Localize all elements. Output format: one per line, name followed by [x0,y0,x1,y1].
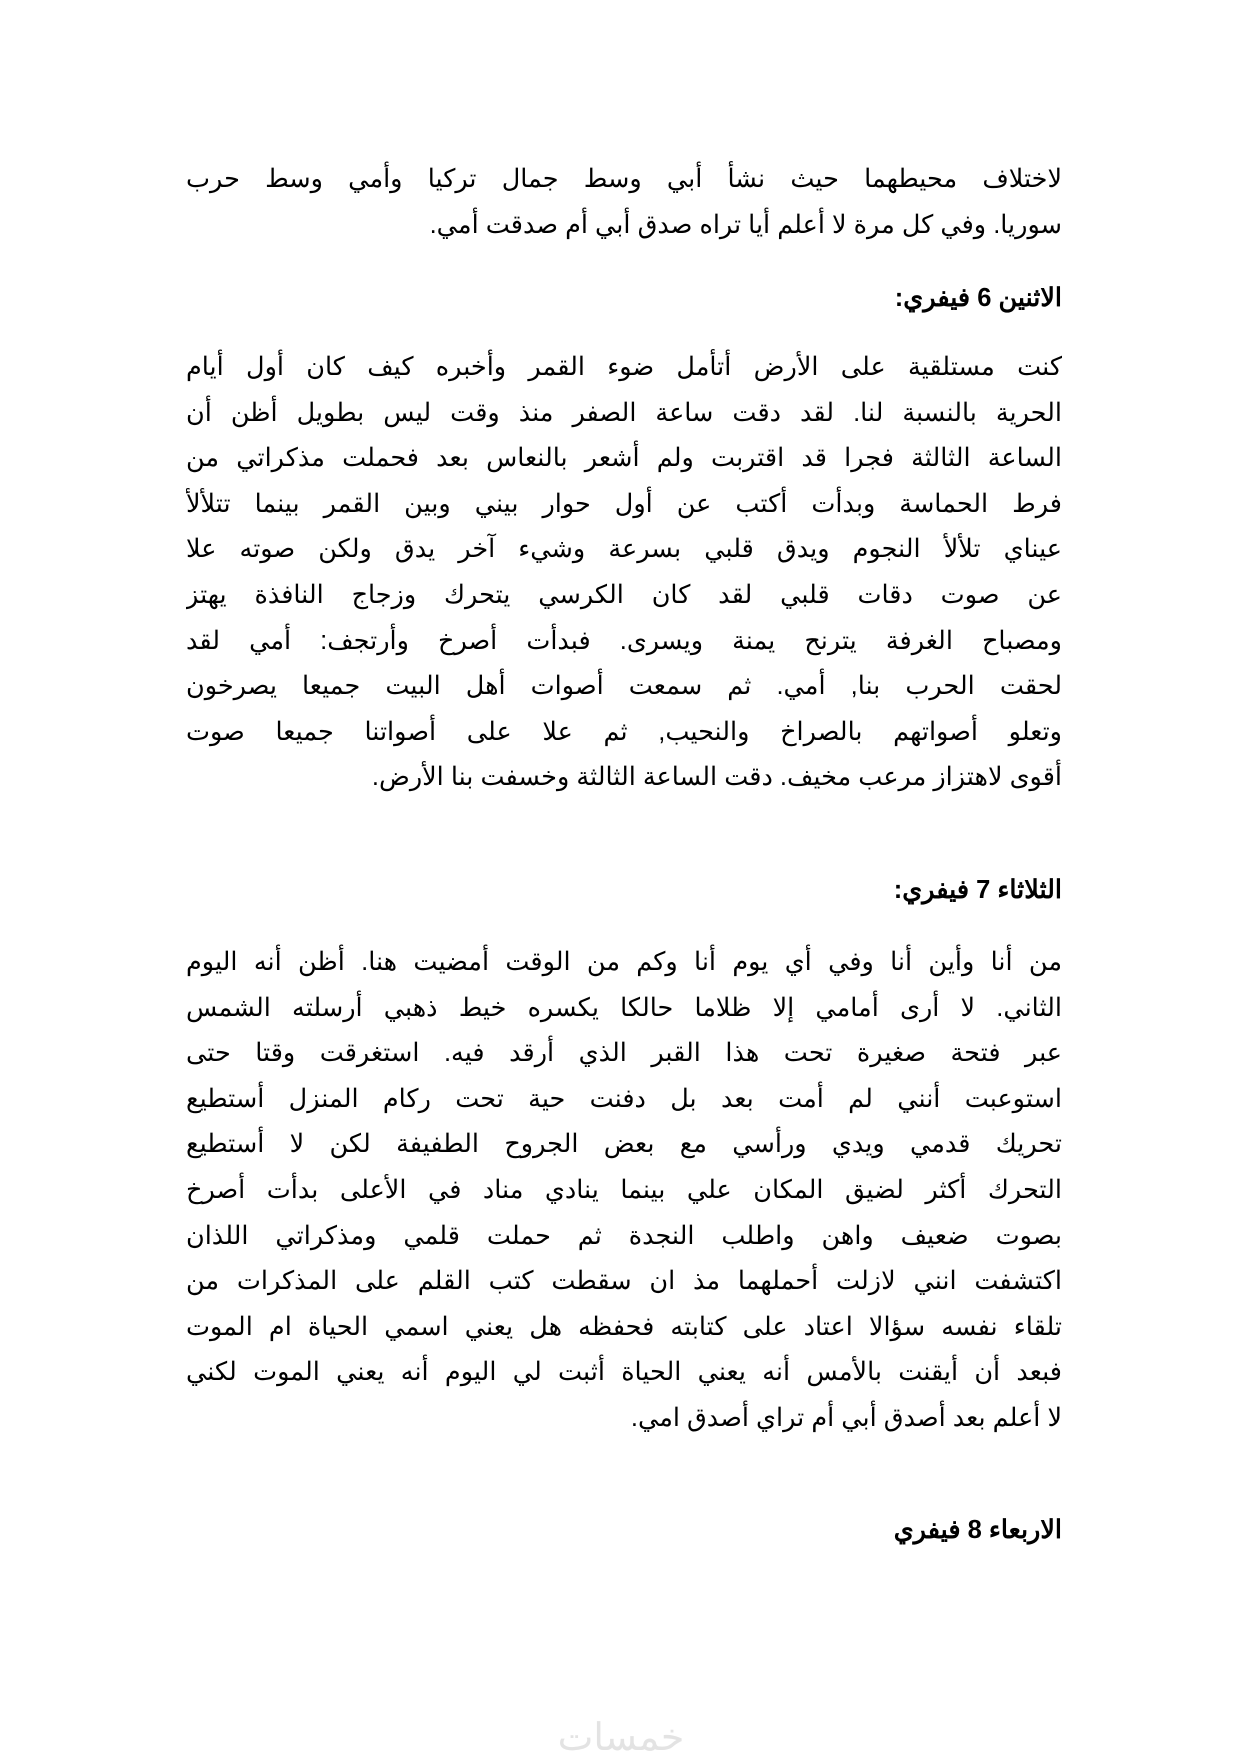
text-line: تحريك قدمي ويدي ورأسي مع بعض الجروح الطفيفة لكن لا أستطيع [186,1130,1062,1159]
text-line: سوريا. وفي كل مرة لا أعلم أيا تراه صدق أبي أم صدقت أمي. [429,210,1062,239]
text-line: وتعلو أصواتهم بالصراخ والنحيب, ثم علا على أصواتنا جميعا صوت [186,717,1062,746]
text-line: الثاني. لا أرى أمامي إلا ظلاما حالكا يكسره خيط ذهبي أرسلته الشمس [186,993,1062,1022]
text-line: استوعبت أنني لم أمت بعد بل دفنت حية تحت ركام المنزل أستطيع [186,1084,1062,1113]
text-line: الساعة الثالثة فجرا قد اقتربت ولم أشعر بالنعاس بعد فحملت مذكراتي من [186,444,1062,473]
text-line: ومصباح الغرفة يترنح يمنة ويسرى. فبدأت أصرخ وأرتجف: أمي لقد [186,626,1062,655]
text-line: كنت مستلقية على الأرض أتأمل ضوء القمر وأخبره كيف كان أول أيام [186,353,1062,381]
text-line: من أنا وأين أنا وفي أي يوم أنا وكم من الوقت أمضيت هنا. أظن أنه اليوم [186,948,1062,976]
text-line: عبر فتحة صغيرة تحت هذا القبر الذي أرقد فيه. استغرقت وقتا حتى [186,1039,1062,1068]
text-line: لاختلاف محيطهما حيث نشأ أبي وسط جمال تركيا وأمي وسط حرب [186,165,1062,193]
watermark-logo: خمسات [557,1717,685,1759]
paragraph-2 [186,345,1062,801]
entry-heading-tuesday: الثلاثاء 7 فيفري: [893,876,1062,904]
text-line: فرط الحماسة وبدأت أكتب عن أول حوار بيني وبين القمر بينما تتلألأ [186,489,1062,518]
text-line: أقوى لاهتزاز مرعب مخيف. دقت الساعة الثالثة وخسفت بنا الأرض. [371,763,1062,792]
text-line: بصوت ضعيف واهن واطلب النجدة ثم حملت قلمي ومذكراتي اللذان [186,1221,1062,1250]
entry-heading-monday: الاثنين 6 فيفري: [894,284,1062,312]
text-line: عن صوت دقات قلبي لقد كان الكرسي يتحرك وزجاج النافذة يهتز [186,580,1062,609]
paragraph-3 [186,940,1062,1442]
text-line: الحرية بالنسبة لنا. لقد دقت ساعة الصفر منذ وقت ليس بطويل أظن أن [186,398,1062,427]
text-line: لحقت الحرب بنا, أمي. ثم سمعت أصوات أهل البيت جميعا يصرخون [186,672,1062,701]
text-line: لا أعلم بعد أصدق أبي أم تراي أصدق امي. [630,1403,1062,1432]
text-line: عيناي تلألأ النجوم ويدق قلبي بسرعة وشيء آخر يدق ولكن صوته علا [186,535,1062,564]
entry-heading-wednesday: الاربعاء 8 فيفري [893,1516,1062,1544]
text-line: تلقاء نفسه سؤالا اعتاد على كتابته فحفظه هل يعني اسمي الحياة ام الموت [186,1312,1062,1341]
paragraph-1 [186,157,1062,248]
text-line: اكتشفت انني لازلت أحملهما مذ ان سقطت كتب القلم على المذكرات من [186,1267,1062,1296]
text-line: التحرك أكثر لضيق المكان علي بينما ينادي مناد في الأعلى بدأت أصرخ [186,1175,1062,1204]
text-line: فبعد أن أيقنت بالأمس أنه يعني الحياة أثبت لي اليوم أنه يعني الموت لكني [186,1358,1062,1387]
